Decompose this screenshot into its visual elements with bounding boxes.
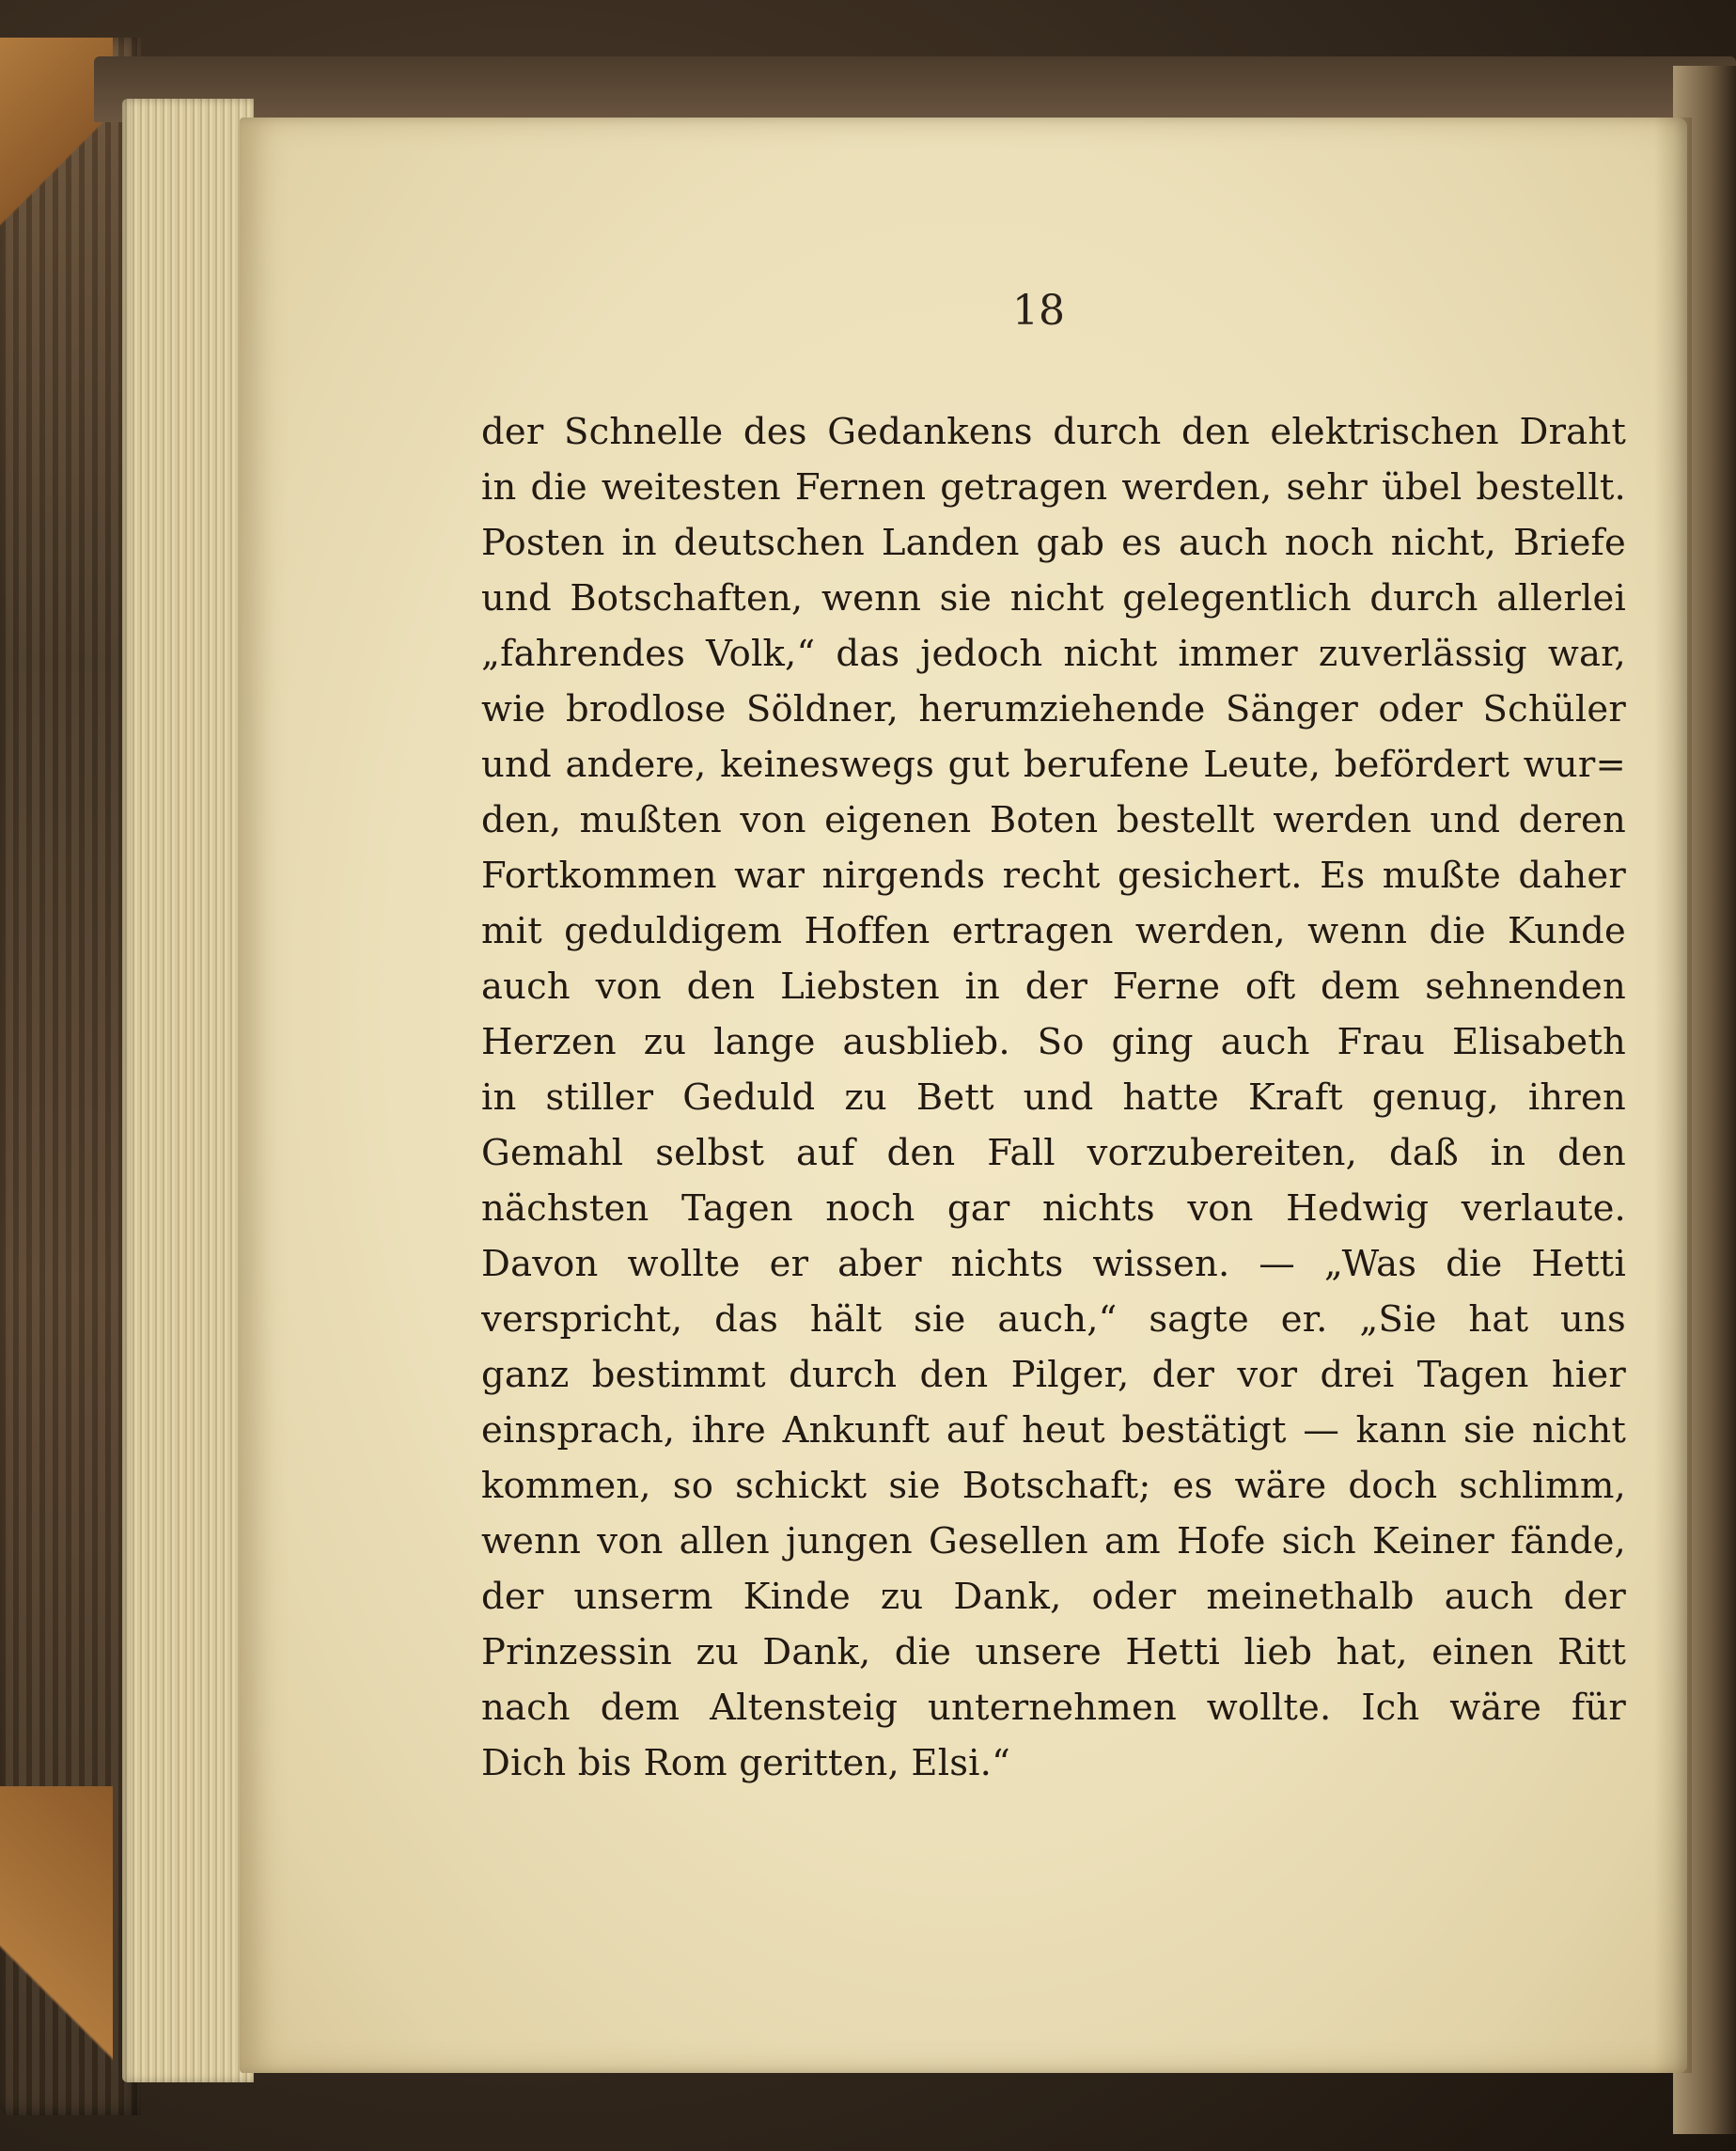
page-edges [122, 99, 254, 2082]
text-line: und Botschaften, wenn sie nicht gelegentlich durch allerlei [481, 577, 1626, 620]
text-line: nächsten Tagen noch gar nichts von Hedwig verlaute. [481, 1187, 1626, 1230]
text-line: Davon wollte er aber nichts wissen. — „Was die Hetti [481, 1243, 1626, 1285]
text-line: der unserm Kinde zu Dank, oder meinethalb auch der [481, 1576, 1626, 1618]
page-gutter-shadow [1654, 118, 1692, 2073]
text-line: verspricht, das hält sie auch,“ sagte er. „Sie hat uns [481, 1298, 1626, 1341]
text-line: den, mußten von eigenen Boten bestellt werden und deren [481, 799, 1626, 841]
text-line: der Schnelle des Gedankens durch den elektrischen Draht [481, 411, 1626, 453]
text-line: einsprach, ihre Ankunft auf heut bestätigt — kann sie nicht [481, 1409, 1626, 1452]
text-line: nach dem Altensteig unternehmen wollte. Ich wäre für [481, 1687, 1626, 1729]
text-line: und andere, keineswegs gut berufene Leute, befördert wur= [481, 744, 1626, 786]
text-line: mit geduldigem Hoffen ertragen werden, wenn die Kunde [481, 910, 1626, 952]
leather-corner-bottom [0, 1786, 113, 2096]
text-line: ganz bestimmt durch den Pilger, der vor drei Tagen hier [481, 1354, 1626, 1396]
text-line: in die weitesten Fernen getragen werden, sehr übel bestellt. [481, 466, 1626, 509]
text-line: auch von den Liebsten in der Ferne oft dem sehnenden [481, 966, 1626, 1008]
text-line: Posten in deutschen Landen gab es auch noch nicht, Briefe [481, 522, 1626, 564]
text-line: wenn von allen jungen Gesellen am Hofe sich Keiner fände, [481, 1520, 1626, 1562]
text-line: kommen, so schickt sie Botschaft; es wäre doch schlimm, [481, 1465, 1626, 1507]
text-line: Gemahl selbst auf den Fall vorzubereiten, daß in den [481, 1132, 1626, 1174]
text-line: „fahrendes Volk,“ das jedoch nicht immer zuverlässig war, [481, 633, 1626, 675]
page-number: 18 [1012, 287, 1065, 335]
text-line: Herzen zu lange ausblieb. So ging auch Frau Elisabeth [481, 1021, 1626, 1063]
text-line: Fortkommen war nirgends recht gesichert. Es mußte daher [481, 855, 1626, 897]
text-line: wie brodlose Söldner, herumziehende Sänger oder Schüler [481, 688, 1626, 730]
book-binding-top [94, 56, 1736, 122]
text-line: Prinzessin zu Dank, die unsere Hetti lieb hat, einen Ritt [481, 1631, 1626, 1673]
text-line: Dich bis Rom geritten, Elsi.“ [481, 1742, 1010, 1784]
text-line: in stiller Geduld zu Bett und hatte Kraft genug, ihren [481, 1076, 1626, 1119]
body-text [481, 404, 1626, 1791]
